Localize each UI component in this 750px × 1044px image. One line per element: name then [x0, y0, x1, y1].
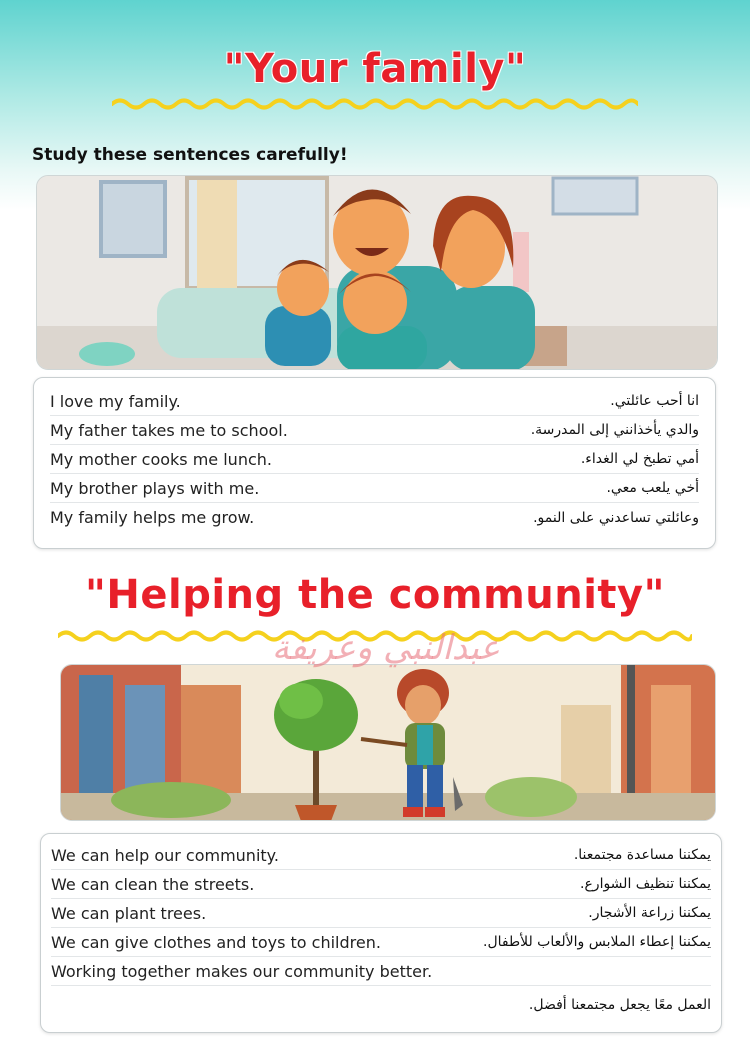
author-watermark: عبدالنبي وعريفة [271, 628, 501, 668]
sentence-row [51, 899, 711, 928]
sentence-arabic: يمكننا زراعة الأشجار. [588, 905, 711, 921]
sentence-arabic: يمكننا إعطاء الملابس والألعاب للأطفال. [483, 934, 711, 950]
sentence-row [51, 841, 711, 870]
sentence-english: Working together makes our community better. [51, 961, 433, 981]
sentence-row [51, 870, 711, 899]
sentence-arabic: العمل معًا يجعل مجتمعنا أفضل. [528, 997, 711, 1013]
sentence-english: I love my family. [50, 391, 181, 411]
sentence-english: We can plant trees. [51, 903, 207, 923]
sentence-arabic: انا أحب عائلتي. [610, 393, 699, 409]
community-sentences-list [40, 833, 722, 1033]
section-title-your-family: "Your family" [223, 46, 527, 92]
sentence-english: We can give clothes and toys to children. [51, 932, 381, 952]
sentence-english: We can help our community. [51, 845, 279, 865]
community-illustration [60, 664, 716, 821]
instruction-text: Study these sentences carefully! [32, 145, 348, 165]
sentence-english: My father takes me to school. [50, 420, 288, 440]
sentence-english: My brother plays with me. [50, 478, 260, 498]
sentence-english: My mother cooks me lunch. [50, 449, 272, 469]
sentence-english: My family helps me grow. [50, 508, 255, 527]
sentence-row [51, 957, 711, 986]
section-title-helping-community: "Helping the community" [85, 572, 665, 618]
sentence-arabic: يمكننا مساعدة مجتمعنا. [573, 847, 711, 863]
sentence-arabic: أمي تطبخ لي الغداء. [580, 451, 699, 467]
sentence-arabic: يمكننا تنظيف الشوارع. [580, 876, 711, 892]
sentence-row [50, 503, 699, 532]
sentence-row [50, 445, 699, 474]
sentence-row [50, 474, 699, 503]
sentence-row [51, 986, 711, 1024]
sentence-arabic: وعائلتي تساعدني على النمو. [533, 509, 699, 526]
family-sentences-list [33, 377, 716, 549]
sentence-english: We can clean the streets. [51, 874, 255, 894]
sentence-row [51, 928, 711, 957]
sentence-row [50, 387, 699, 416]
sentence-arabic: أخي يلعب معي. [606, 480, 699, 496]
family-illustration [36, 175, 718, 370]
sentence-arabic: والدي يأخذانني إلى المدرسة. [530, 422, 699, 438]
title-underline-wave [112, 96, 638, 112]
sentence-row [50, 416, 699, 445]
